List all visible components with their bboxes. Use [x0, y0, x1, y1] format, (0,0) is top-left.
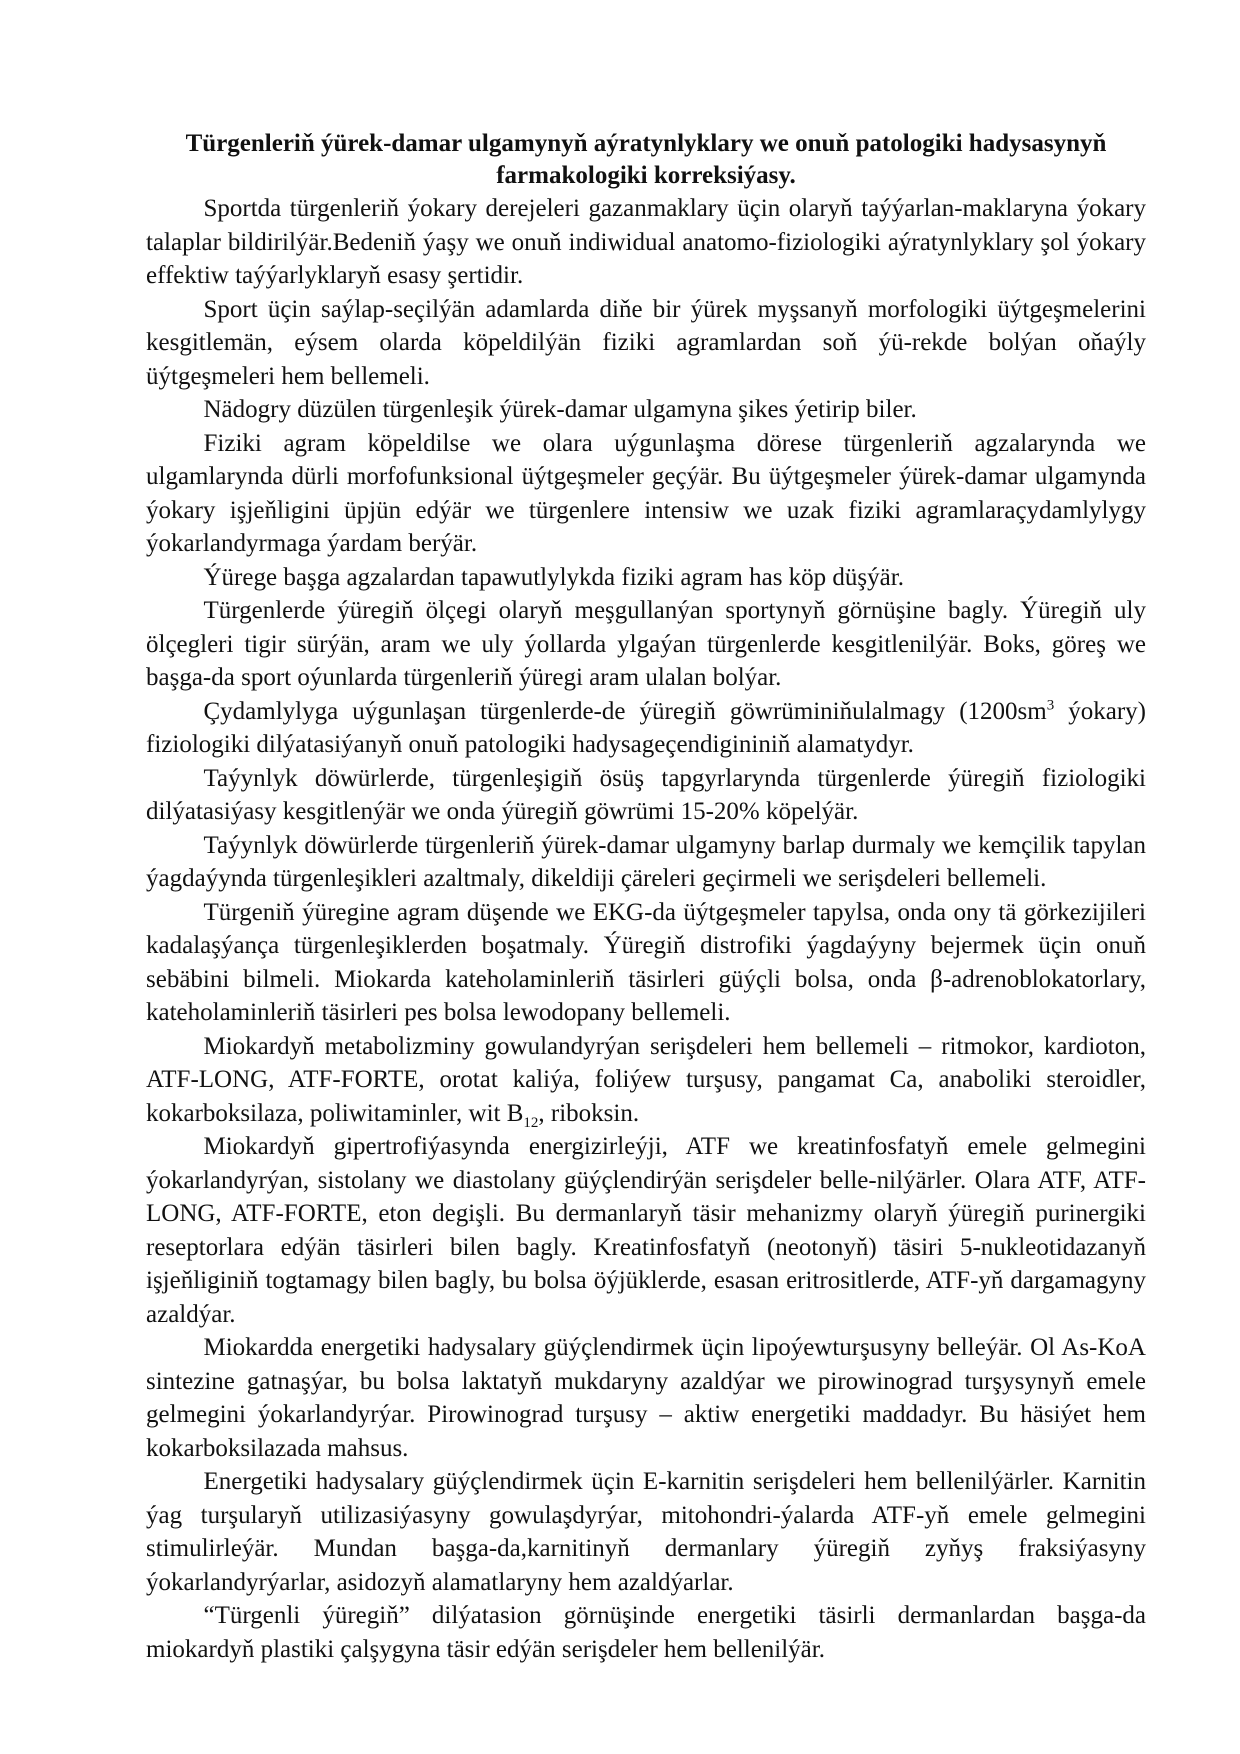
document-page — [146, 128, 1146, 1666]
paragraph-lipoic-acid: Miokardda energetiki hadysalary güýçlendirmek üçin lipoýewturşusyny belleýär. Ol As-KoA sintezine gatnaşýar, bu bolsa laktatyň mukdaryny azaldýar we pirowinograd turşysynyň emele gelmegini ýokarlandyrýar. Pirowinograd turşusy – aktiw energetiki maddadyr. Bu häsiýet hem kokarboksilazada mahsus. — [146, 1334, 1146, 1462]
paragraph-heart-load: Ýürege başga agzalardan tapawutlylykda fiziki agram has köp düşýär. — [203, 563, 904, 591]
paragraph-metabolism — [146, 1030, 1146, 1131]
paragraph-heart-volume — [146, 695, 1146, 762]
paragraph-ekg: Türgeniň ýüregine agram düşende we EKG-da üýtgeşmeler tapylsa, onda ony tä görkezijileri kadalaşýança türgenleşiklerden boşatmaly. Ýüregiň distrofiki ýagdaýyny bejermek üçin onuň sebäbini bilmeli. Miokarda kateholaminleriň täsirleri güýçli bolsa, onda β-adrenoblokatorlary, kateholaminleriň täsirleri pes bolsa lewodopany bellemeli. — [146, 898, 1146, 1026]
metabolism-text-end: , riboksin. — [538, 1099, 640, 1127]
paragraph-sport-requirements: Sportda türgenleriň ýokary derejeleri gazanmaklary üçin olaryň taýýarlan-maklaryna ýokary talaplar bildirilýär.Bedeniň ýaşy we onuň indiwidual anatomo-fiziologiki aýratynlyklary şol ýokary effektiw taýýarlyklaryň esasy şertidir. — [146, 195, 1146, 289]
paragraph-wrong-training: Nädogry düzülen türgenleşik ýürek-damar ulgamyna şikes ýetirip biler. — [203, 396, 917, 423]
paragraph-athlete-heart: “Türgenli ýüregiň” dilýatasion görnüşinde energetiki täsirli dermanlardan başga-da miokardyň plastiki çalşygyna täsir edýän serişdeler hem bellenilýär. — [146, 1602, 1146, 1663]
document-title: Türgenleriň ýürek-damar ulgamynyň aýratynlyklary we onuň patologiki hadysasynyň farmakologiki korreksiýasy. — [185, 130, 1107, 189]
heart-volume-text: Çydamlylyga uýgunlaşan türgenlerde-de ýüregiň göwrüminiňulalmagy (1200sm — [203, 697, 1047, 725]
paragraph-heart-changes: Sport üçin saýlap-seçilýän adamlarda diňe bir ýürek myşsanyň morfologiki üýtgeşmelerini kesgitlemän, eýsem olarda köpeldilýän fiziki agramlardan soň ýü-rekde bolýan oňaýly üýtgeşmeleri hem bellemeli. — [146, 295, 1146, 390]
paragraph-carnitine: Energetiki hadysalary güýçlendirmek üçin E-karnitin serişdeleri hem bellenilýärler. Karnitin ýag turşularyň utilizasiýasyny gowulaşdyrýar, mitohondri-ýalarda ATF-yň emele gelmegini stimulirleýär. Mundan başga-da,karnitinyň dermanlary ýüregiň zyňyş fraksiýasyny ýokarlandyrýarlar, asidozyň alamatlaryny hem azaldýarlar. — [146, 1468, 1146, 1596]
metabolism-text: Miokardyň metabolizminy gowulandyrýan serişdeleri hem bellemeli – ritmokor, kardioton, ATF-LONG, ATF-FORTE, orotat kaliýa, foliýew turşusy, pangamat Ca, anaboliki steroidler, kokarboksilaza, poliwitaminler, wit B — [146, 1032, 1146, 1127]
heart-volume-text-end: ýokary) fiziologiki dilýatasiýanyň onuň patologiki hadysageçendigininiň alamatydyr. — [146, 697, 1146, 758]
paragraph-dilatation: Taýynlyk döwürlerde, türgenleşigiň ösüş tapgyrlarynda türgenlerde ýüregiň fiziologiki dilýatasiýasy kesgitlenýär we onda ýüregiň göwrümi 15-20% köpelýär. — [146, 764, 1146, 825]
superscript-3: 3 — [1046, 697, 1055, 714]
subscript-12: 12 — [523, 1114, 539, 1131]
paragraph-monitoring: Taýynlyk döwürlerde türgenleriň ýürek-damar ulgamyny barlap durmaly we kemçilik tapylan ýagdaýynda türgenleşikleri azaltmaly, dikeldiji çäreleri geçirmeli we serişdeleri bellemeli. — [146, 831, 1146, 892]
paragraph-heart-size: Türgenlerde ýüregiň ölçegi olaryň meşgullanýan sportynyň görnüşine bagly. Ýüregiň uly ölçegleri tigir sürýän, aram we uly ýollarda ylgaýan türgenlerde kesgitlenilýär. Boks, göreş we başga-da sport oýunlarda türgenleriň ýüregi aram ulalan bolýar. — [146, 597, 1146, 691]
paragraph-hypertrophy: Miokardyň gipertrofiýasynda energizirleýji, ATF we kreatinfosfatyň emele gelmegini ýokarlandyrýan, sistolany we diastolany güýçlendirýän serişdeler belle-nilýärler. Olara ATF, ATF-LONG, ATF-FORTE, eton degişli. Bu dermanlaryň täsir mehanizmy olaryň ýüregiň purinergiki reseptorlara edýän täsirleri bilen bagly. Kreatinfosfatyň (neotonyň) täsiri 5-nukleotidazanyň işjeňliginiň togtamagy bilen bagly, bu bolsa öýjüklerde, esasan eritrositlerde, ATF-yň dargamagyny azaldýar. — [146, 1133, 1146, 1328]
paragraph-adaptation: Fiziki agram köpeldilse we olara uýgunlaşma dörese türgenleriň agzalarynda we ulgamlarynda dürli morfofunksional üýtgeşmeler geçýär. Bu üýtgeşmeler ýürek-damar ulgamynda ýokary işjeňligini üpjün edýär we türgenlere intensiw we uzak fiziki agramlaraçydamlylygy ýokarlandyrmaga ýardam berýär. — [146, 429, 1146, 557]
